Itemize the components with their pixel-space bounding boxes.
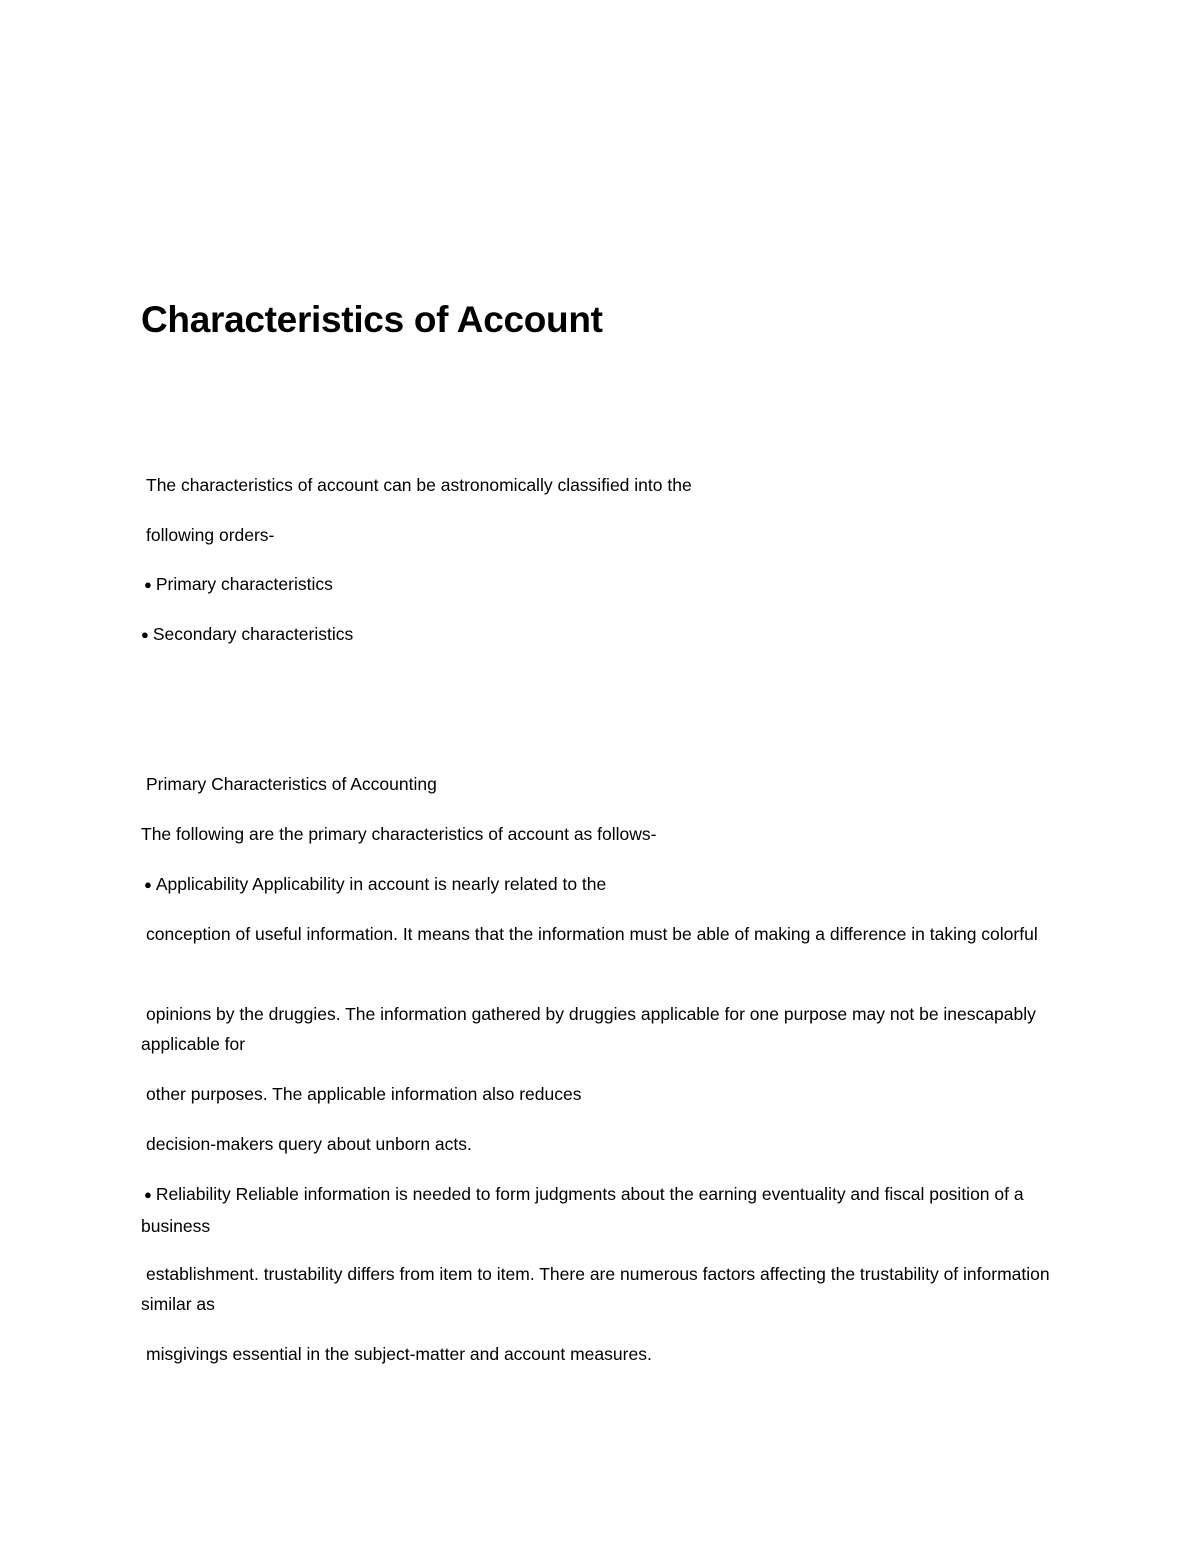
list-item-reliability <box>141 1179 1056 1241</box>
reliability-line-3: misgivings essential in the subject-matter and account measures. <box>146 1344 652 1364</box>
section-intro: The following are the primary characteristics of account as follows- <box>141 824 657 844</box>
applicability-line-4: other purposes. The applicable information also reduces <box>146 1084 582 1104</box>
list-item-secondary <box>141 619 353 651</box>
intro-line-2: following orders- <box>146 525 275 545</box>
bullet-icon: ● <box>141 627 149 642</box>
intro-line-1: The characteristics of account can be astronomically classified into the <box>146 475 692 495</box>
bullet-icon: ● <box>144 1187 152 1202</box>
list-item-primary <box>144 569 333 601</box>
reliability-line-1: Reliability Reliable information is needed to form judgments about the earning eventuality and fiscal position of a business <box>141 1184 1024 1236</box>
applicability-line-2: conception of useful information. It means that the information must be able of making a difference in taking colorful <box>146 924 1038 944</box>
list-item-applicability <box>144 869 606 901</box>
applicability-line-3: opinions by the druggies. The information gathered by druggies applicable for one purpose may not be inescapably applicable for <box>141 1004 1036 1054</box>
list-item-label: Secondary characteristics <box>152 624 354 644</box>
document-title: Characteristics of Account <box>141 299 603 340</box>
bullet-icon: ● <box>144 577 152 592</box>
applicability-line-5: decision-makers query about unborn acts. <box>146 1134 472 1154</box>
list-item-label: Primary characteristics <box>155 574 333 594</box>
bullet-icon: ● <box>144 877 152 892</box>
reliability-line-2: establishment. trustability differs from item to item. There are numerous factors affecting the trustability of information similar as <box>141 1264 1050 1314</box>
section-heading: Primary Characteristics of Accounting <box>146 774 437 794</box>
applicability-line-1: Applicability Applicability in account is nearly related to the <box>155 874 607 894</box>
